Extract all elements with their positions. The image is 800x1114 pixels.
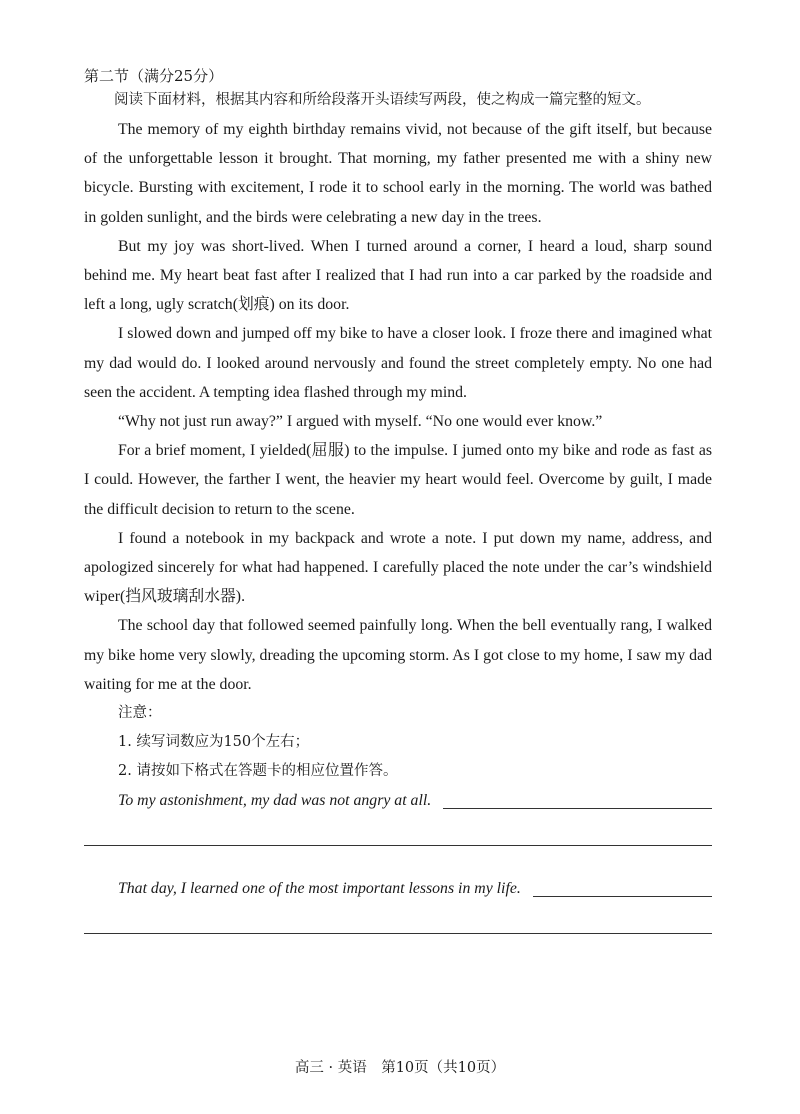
exam-page [84, 66, 712, 934]
first-prompt-answer-line[interactable] [443, 808, 712, 809]
section-instruction: 阅读下面材料，根据其内容和所给段落开头语续写两段，使之构成一篇完整的短文。 [114, 92, 651, 108]
page-footer: 高三 · 英语 第10页（共10页） [294, 1060, 506, 1076]
story-paragraph-6: I found a notebook in my backpack and wrote a note. I put down my name, address, and apologized sincerely for what had happened. I carefully placed the note under the car’s windshield wiper(挡风玻璃刮水器). [84, 529, 712, 606]
story-paragraph-1: The memory of my eighth birthday remains vivid, not because of the gift itself, but because of the unforgettable lesson it brought. That morning, my father presented me with a shiny new bicycle. Bursting with excitement, I rode it to school early in the morning. The world was bathed in golden sunlight, and the birds were celebrating a new day in the trees. [84, 121, 712, 226]
first-paragraph-prompt: To my astonishment, my dad was not angry at all. [118, 792, 432, 810]
story-paragraph-5: For a brief moment, I yielded(屈服) to the impulse. I jumed onto my bike and rode as fast as I could. However, the farther I went, the heavier my heart would feel. Overcome by guilt, I made the difficult decision to return to the scene. [84, 442, 712, 518]
second-paragraph-prompt: That day, I learned one of the most important lessons in my life. [118, 880, 521, 898]
story-paragraph-7: The school day that followed seemed painfully long. When the bell eventually rang, I walked my bike home very slowly, dreading the upcoming storm. As I got close to my home, I saw my dad waiting for me at the door. [84, 617, 712, 693]
section-title: 第二节（满分25分） [84, 67, 224, 85]
second-prompt-row [84, 874, 712, 903]
first-answer-line[interactable] [84, 815, 712, 846]
story-paragraph-4: “Why not just run away?” I argued with myself. “No one would ever know.” [118, 413, 603, 431]
notes-heading: 注意： [118, 705, 162, 722]
first-prompt-row [84, 786, 712, 815]
story-paragraph-3: I slowed down and jumped off my bike to have a closer look. I froze there and imagined what my dad would do. I looked around nervously and found the street completely empty. No one had seen the accident. A tempting idea flashed through my mind. [84, 325, 712, 401]
answer-gap [84, 846, 712, 874]
note-item-1: 1. 续写词数应为150个左右； [118, 734, 310, 751]
note-item-2: 2. 请按如下格式在答题卡的相应位置作答。 [118, 763, 398, 780]
second-answer-line[interactable] [84, 903, 712, 934]
story-paragraph-2: But my joy was short-lived. When I turned around a corner, I heard a loud, sharp sound behind me. My heart beat fast after I realized that I had run into a car parked by the roadside and left a long, ugly scratch(划痕) on its door. [84, 237, 712, 314]
second-prompt-answer-line[interactable] [533, 896, 712, 897]
